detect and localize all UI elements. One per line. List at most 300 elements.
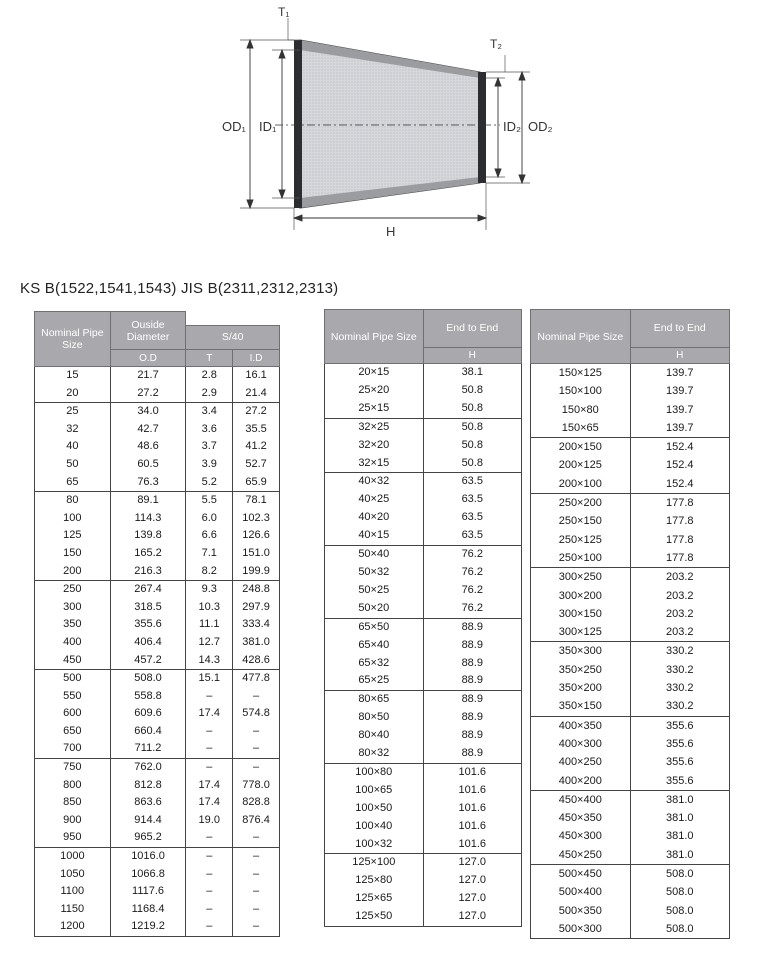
cell-value: 15.1 — [186, 670, 233, 688]
cell-size: 40×32 — [325, 473, 424, 491]
dim-t2-label: T₂ — [490, 37, 502, 51]
cell-value: 660.4 — [110, 723, 186, 741]
cell-value: 7.1 — [186, 545, 233, 563]
table-row — [35, 385, 280, 403]
cell-size: 150×125 — [531, 364, 631, 383]
cell-size: 150×100 — [531, 382, 631, 400]
table-row — [531, 920, 730, 939]
standards-line: KS B(1522,1541,1543) JIS B(2311,2312,2313) — [20, 280, 339, 297]
cell-value: 1066.8 — [110, 866, 186, 884]
cell-value: 12.7 — [186, 634, 233, 652]
cell-value: 139.8 — [110, 527, 186, 545]
cell-value: – — [186, 848, 233, 866]
table-row — [35, 723, 280, 741]
cell-value: 88.9 — [423, 672, 521, 690]
cell-value: 199.9 — [233, 563, 280, 581]
cell-value: 101.6 — [423, 763, 521, 781]
table-row — [531, 735, 730, 753]
cell-value: – — [186, 759, 233, 777]
reducer-diagram — [0, 0, 780, 260]
cell-size: 50 — [35, 456, 111, 474]
table-row — [531, 623, 730, 642]
cell-value: 17.4 — [186, 794, 233, 812]
table-row — [531, 642, 730, 661]
cell-value: 355.6 — [630, 753, 729, 771]
table-row — [35, 688, 280, 706]
table-row — [35, 438, 280, 456]
table-row — [35, 367, 280, 385]
cell-size: 125×65 — [325, 890, 424, 908]
cell-size: 500×450 — [531, 865, 631, 884]
table-row — [531, 790, 730, 809]
cell-value: 762.0 — [110, 759, 186, 777]
cell-value: – — [186, 740, 233, 758]
cell-value: 355.6 — [630, 716, 729, 735]
cell-size: 40 — [35, 438, 111, 456]
table-row — [325, 709, 522, 727]
cell-size: 250×125 — [531, 531, 631, 549]
cell-size: 1150 — [35, 901, 111, 919]
cell-value: 203.2 — [630, 623, 729, 642]
cell-size: 100×65 — [325, 782, 424, 800]
cell-value: 381.0 — [233, 634, 280, 652]
cell-size: 25×15 — [325, 400, 424, 418]
table-row — [531, 364, 730, 383]
cell-value: 558.8 — [110, 688, 186, 706]
table-row — [35, 740, 280, 758]
cell-value: 3.6 — [186, 421, 233, 439]
table-row — [531, 512, 730, 530]
cell-size: 300×150 — [531, 605, 631, 623]
cell-value: – — [233, 866, 280, 884]
table-row — [325, 382, 522, 400]
cell-value: 1117.6 — [110, 883, 186, 901]
table-row — [35, 563, 280, 581]
cell-size: 25×20 — [325, 382, 424, 400]
cell-size: 950 — [35, 829, 111, 847]
cell-value: 9.3 — [186, 581, 233, 599]
cell-value: 127.0 — [423, 890, 521, 908]
size-table-ks-body — [35, 367, 280, 937]
cell-value: 35.5 — [233, 421, 280, 439]
cell-value: 333.4 — [233, 616, 280, 634]
cell-size: 50×25 — [325, 582, 424, 600]
cell-size: 200×100 — [531, 475, 631, 494]
cell-value: 89.1 — [110, 492, 186, 510]
cell-value: 381.0 — [630, 846, 729, 865]
table-row — [531, 438, 730, 457]
cell-size: 32 — [35, 421, 111, 439]
table-row — [35, 421, 280, 439]
header-spacer — [186, 312, 280, 326]
cell-value: 88.9 — [423, 655, 521, 673]
table-row — [35, 510, 280, 528]
table-row — [35, 829, 280, 847]
cell-size: 350×200 — [531, 679, 631, 697]
cell-value: 139.7 — [630, 419, 729, 438]
cell-size: 65 — [35, 474, 111, 492]
cell-size: 250 — [35, 581, 111, 599]
reducer-table-large — [530, 309, 730, 939]
cell-size: 500×400 — [531, 883, 631, 901]
cell-value: 152.4 — [630, 438, 729, 457]
table-row — [35, 474, 280, 492]
cell-size: 40×25 — [325, 491, 424, 509]
header-end-to-end: End to End — [423, 310, 521, 348]
cell-size: 300×250 — [531, 568, 631, 587]
cell-size: 400×200 — [531, 772, 631, 791]
cell-size: 300 — [35, 599, 111, 617]
cell-value: – — [233, 848, 280, 866]
cell-size: 40×20 — [325, 509, 424, 527]
cell-value: 508.0 — [630, 865, 729, 884]
table-row — [325, 818, 522, 836]
reducer-table-small-body — [325, 364, 522, 927]
cell-value: 63.5 — [423, 491, 521, 509]
cell-size: 350×150 — [531, 697, 631, 716]
cell-value: 355.6 — [630, 735, 729, 753]
cell-size: 900 — [35, 812, 111, 830]
table-row — [35, 794, 280, 812]
cell-value: 27.2 — [110, 385, 186, 403]
cell-size: 300×200 — [531, 587, 631, 605]
cell-value: 17.4 — [186, 705, 233, 723]
table-row — [325, 672, 522, 690]
cell-value: 16.1 — [233, 367, 280, 385]
table-row — [325, 418, 522, 436]
cell-value: 50.8 — [423, 400, 521, 418]
cell-size: 65×50 — [325, 618, 424, 636]
table-row — [325, 473, 522, 491]
cell-size: 65×40 — [325, 637, 424, 655]
table-row — [325, 564, 522, 582]
cell-value: 330.2 — [630, 661, 729, 679]
cell-size: 80 — [35, 492, 111, 510]
cell-size: 1000 — [35, 848, 111, 866]
table-row — [35, 403, 280, 421]
cell-size: 250×200 — [531, 494, 631, 513]
cell-size: 700 — [35, 740, 111, 758]
cell-value: 88.9 — [423, 637, 521, 655]
table-row — [531, 401, 730, 419]
cell-value: 3.9 — [186, 456, 233, 474]
cell-size: 80×40 — [325, 727, 424, 745]
table-row — [35, 866, 280, 884]
cell-value: 50.8 — [423, 382, 521, 400]
cell-value: 876.4 — [233, 812, 280, 830]
cell-value: 203.2 — [630, 605, 729, 623]
cell-value: 65.9 — [233, 474, 280, 492]
cell-value: 177.8 — [630, 549, 729, 568]
table-row — [35, 616, 280, 634]
cell-value: 101.6 — [423, 836, 521, 854]
cell-size: 850 — [35, 794, 111, 812]
cell-size: 450×400 — [531, 790, 631, 809]
cell-size: 50×40 — [325, 546, 424, 564]
cell-value: 5.2 — [186, 474, 233, 492]
cell-value: – — [186, 723, 233, 741]
cell-value: 508.0 — [110, 670, 186, 688]
cell-size: 650 — [35, 723, 111, 741]
cell-size: 550 — [35, 688, 111, 706]
cell-value: 63.5 — [423, 527, 521, 545]
cell-size: 200×150 — [531, 438, 631, 457]
table-row — [531, 865, 730, 884]
cell-size: 1200 — [35, 918, 111, 936]
cell-size: 100×32 — [325, 836, 424, 854]
header-outside-diameter: Ouside Diameter — [110, 312, 186, 350]
cell-value: 248.8 — [233, 581, 280, 599]
table-row — [35, 581, 280, 599]
cell-value: – — [186, 918, 233, 936]
cell-size: 750 — [35, 759, 111, 777]
table-row — [531, 605, 730, 623]
cell-value: 11.1 — [186, 616, 233, 634]
cell-value: 21.4 — [233, 385, 280, 403]
table-row — [531, 475, 730, 494]
cell-size: 50×20 — [325, 600, 424, 618]
cell-value: 828.8 — [233, 794, 280, 812]
cell-value: 3.4 — [186, 403, 233, 421]
cell-value: 508.0 — [630, 920, 729, 939]
table-row — [531, 827, 730, 845]
cell-size: 400×350 — [531, 716, 631, 735]
table-row — [325, 582, 522, 600]
table-row — [531, 419, 730, 438]
table-row — [325, 800, 522, 818]
cell-value: 88.9 — [423, 618, 521, 636]
cell-value: 267.4 — [110, 581, 186, 599]
cell-value: 3.7 — [186, 438, 233, 456]
table-row — [35, 527, 280, 545]
cell-value: 27.2 — [233, 403, 280, 421]
table-row — [325, 400, 522, 418]
cell-size: 400×300 — [531, 735, 631, 753]
cell-size: 300×125 — [531, 623, 631, 642]
cell-size: 350×250 — [531, 661, 631, 679]
table-row — [325, 546, 522, 564]
reducer-table-large-body — [531, 364, 730, 939]
table-row — [325, 890, 522, 908]
cell-value: 6.6 — [186, 527, 233, 545]
table-row — [531, 382, 730, 400]
table-row — [325, 618, 522, 636]
cell-size: 32×25 — [325, 418, 424, 436]
table-row — [531, 772, 730, 791]
cell-value: – — [233, 918, 280, 936]
table-row — [531, 549, 730, 568]
header-id: I.D — [233, 350, 280, 367]
cell-size: 15 — [35, 367, 111, 385]
cell-value: 50.8 — [423, 418, 521, 436]
cell-value: 151.0 — [233, 545, 280, 563]
cell-size: 32×15 — [325, 455, 424, 473]
cell-value: 76.2 — [423, 546, 521, 564]
cell-value: 6.0 — [186, 510, 233, 528]
table-row — [325, 763, 522, 781]
table-row — [35, 848, 280, 866]
cell-value: 139.7 — [630, 401, 729, 419]
cell-value: 428.6 — [233, 652, 280, 670]
cell-value: 355.6 — [630, 772, 729, 791]
cell-value: 5.5 — [186, 492, 233, 510]
table-row — [531, 697, 730, 716]
table-row — [35, 759, 280, 777]
cell-value: 778.0 — [233, 777, 280, 795]
cell-size: 100 — [35, 510, 111, 528]
table-row — [35, 670, 280, 688]
cell-value: 406.4 — [110, 634, 186, 652]
cell-value: 126.6 — [233, 527, 280, 545]
table-row — [325, 836, 522, 854]
cell-value: 17.4 — [186, 777, 233, 795]
cell-value: 812.8 — [110, 777, 186, 795]
header-t: T — [186, 350, 233, 367]
cell-size: 150 — [35, 545, 111, 563]
dim-od1-label: OD₁ — [222, 119, 246, 134]
cell-size: 450×300 — [531, 827, 631, 845]
table-row — [325, 691, 522, 709]
cell-value: 477.8 — [233, 670, 280, 688]
cell-value: – — [186, 883, 233, 901]
cell-value: 10.3 — [186, 599, 233, 617]
cell-value: 177.8 — [630, 494, 729, 513]
table-row — [325, 655, 522, 673]
cell-value: 152.4 — [630, 475, 729, 494]
header-h: H — [630, 347, 729, 363]
cell-value: 101.6 — [423, 782, 521, 800]
header-nominal-size: Nominal Pipe Size — [531, 310, 631, 364]
cell-value: 1168.4 — [110, 901, 186, 919]
cell-value: 76.3 — [110, 474, 186, 492]
cell-value: – — [233, 759, 280, 777]
cell-value: 863.6 — [110, 794, 186, 812]
cell-value: 965.2 — [110, 829, 186, 847]
table-row — [325, 509, 522, 527]
cell-value: 139.7 — [630, 364, 729, 383]
table-row — [325, 600, 522, 618]
table-row — [35, 652, 280, 670]
cell-value: – — [186, 829, 233, 847]
table-row — [35, 599, 280, 617]
cell-value: 165.2 — [110, 545, 186, 563]
table-row — [35, 901, 280, 919]
reducer-table-small — [324, 309, 522, 927]
table-row — [325, 455, 522, 473]
cell-value: 177.8 — [630, 512, 729, 530]
table-row — [531, 587, 730, 605]
cell-value: 14.3 — [186, 652, 233, 670]
cell-size: 150×80 — [531, 401, 631, 419]
cell-value: 1219.2 — [110, 918, 186, 936]
cell-value: – — [233, 883, 280, 901]
table-row — [35, 918, 280, 936]
table-row — [325, 437, 522, 455]
cell-value: 381.0 — [630, 790, 729, 809]
table-row — [325, 872, 522, 890]
cell-value: 2.9 — [186, 385, 233, 403]
table-row — [35, 492, 280, 510]
cell-value: 1016.0 — [110, 848, 186, 866]
cell-value: 2.8 — [186, 367, 233, 385]
cell-value: – — [233, 688, 280, 706]
cell-size: 500×350 — [531, 902, 631, 920]
table-row — [35, 545, 280, 563]
cell-value: 42.7 — [110, 421, 186, 439]
cell-size: 450×350 — [531, 809, 631, 827]
header-end-to-end: End to End — [630, 310, 729, 348]
cell-value: 330.2 — [630, 697, 729, 716]
cell-value: 88.9 — [423, 727, 521, 745]
table-row — [35, 777, 280, 795]
cell-size: 200×125 — [531, 456, 631, 474]
table-row — [35, 456, 280, 474]
cell-value: 63.5 — [423, 509, 521, 527]
cell-value: 63.5 — [423, 473, 521, 491]
cell-value: 381.0 — [630, 827, 729, 845]
cell-size: 500×300 — [531, 920, 631, 939]
dim-id1-label: ID₁ — [259, 119, 277, 134]
table-row — [35, 634, 280, 652]
table-row — [325, 637, 522, 655]
cell-value: 381.0 — [630, 809, 729, 827]
table-row — [531, 846, 730, 865]
cell-value: – — [233, 723, 280, 741]
cell-value: 330.2 — [630, 642, 729, 661]
cell-size: 125×100 — [325, 854, 424, 872]
cell-value: 101.6 — [423, 818, 521, 836]
cell-value: 457.2 — [110, 652, 186, 670]
cell-size: 450 — [35, 652, 111, 670]
table-row — [531, 679, 730, 697]
cell-value: 574.8 — [233, 705, 280, 723]
cell-size: 250×150 — [531, 512, 631, 530]
cell-value: 508.0 — [630, 883, 729, 901]
cell-size: 20×15 — [325, 364, 424, 382]
cell-value: – — [186, 688, 233, 706]
cell-value: 127.0 — [423, 872, 521, 890]
dim-id2-label: ID₂ — [503, 119, 522, 134]
cell-value: 318.5 — [110, 599, 186, 617]
cell-value: 50.8 — [423, 455, 521, 473]
cell-size: 20 — [35, 385, 111, 403]
cell-value: 355.6 — [110, 616, 186, 634]
cell-value: 41.2 — [233, 438, 280, 456]
cell-size: 200 — [35, 563, 111, 581]
header-h: H — [423, 347, 521, 363]
cell-size: 150×65 — [531, 419, 631, 438]
cell-value: 203.2 — [630, 568, 729, 587]
cell-size: 65×32 — [325, 655, 424, 673]
table-row — [325, 745, 522, 763]
cell-value: 8.2 — [186, 563, 233, 581]
table-row — [325, 527, 522, 545]
cell-size: 125 — [35, 527, 111, 545]
table-row — [531, 531, 730, 549]
cell-size: 1100 — [35, 883, 111, 901]
cell-size: 100×50 — [325, 800, 424, 818]
cell-size: 40×15 — [325, 527, 424, 545]
header-s40: S/40 — [186, 325, 280, 350]
cell-value: 127.0 — [423, 854, 521, 872]
table-row — [325, 364, 522, 382]
cell-value: 88.9 — [423, 691, 521, 709]
cell-size: 800 — [35, 777, 111, 795]
cell-size: 100×40 — [325, 818, 424, 836]
cell-size: 600 — [35, 705, 111, 723]
cell-value: 102.3 — [233, 510, 280, 528]
table-row — [531, 716, 730, 735]
